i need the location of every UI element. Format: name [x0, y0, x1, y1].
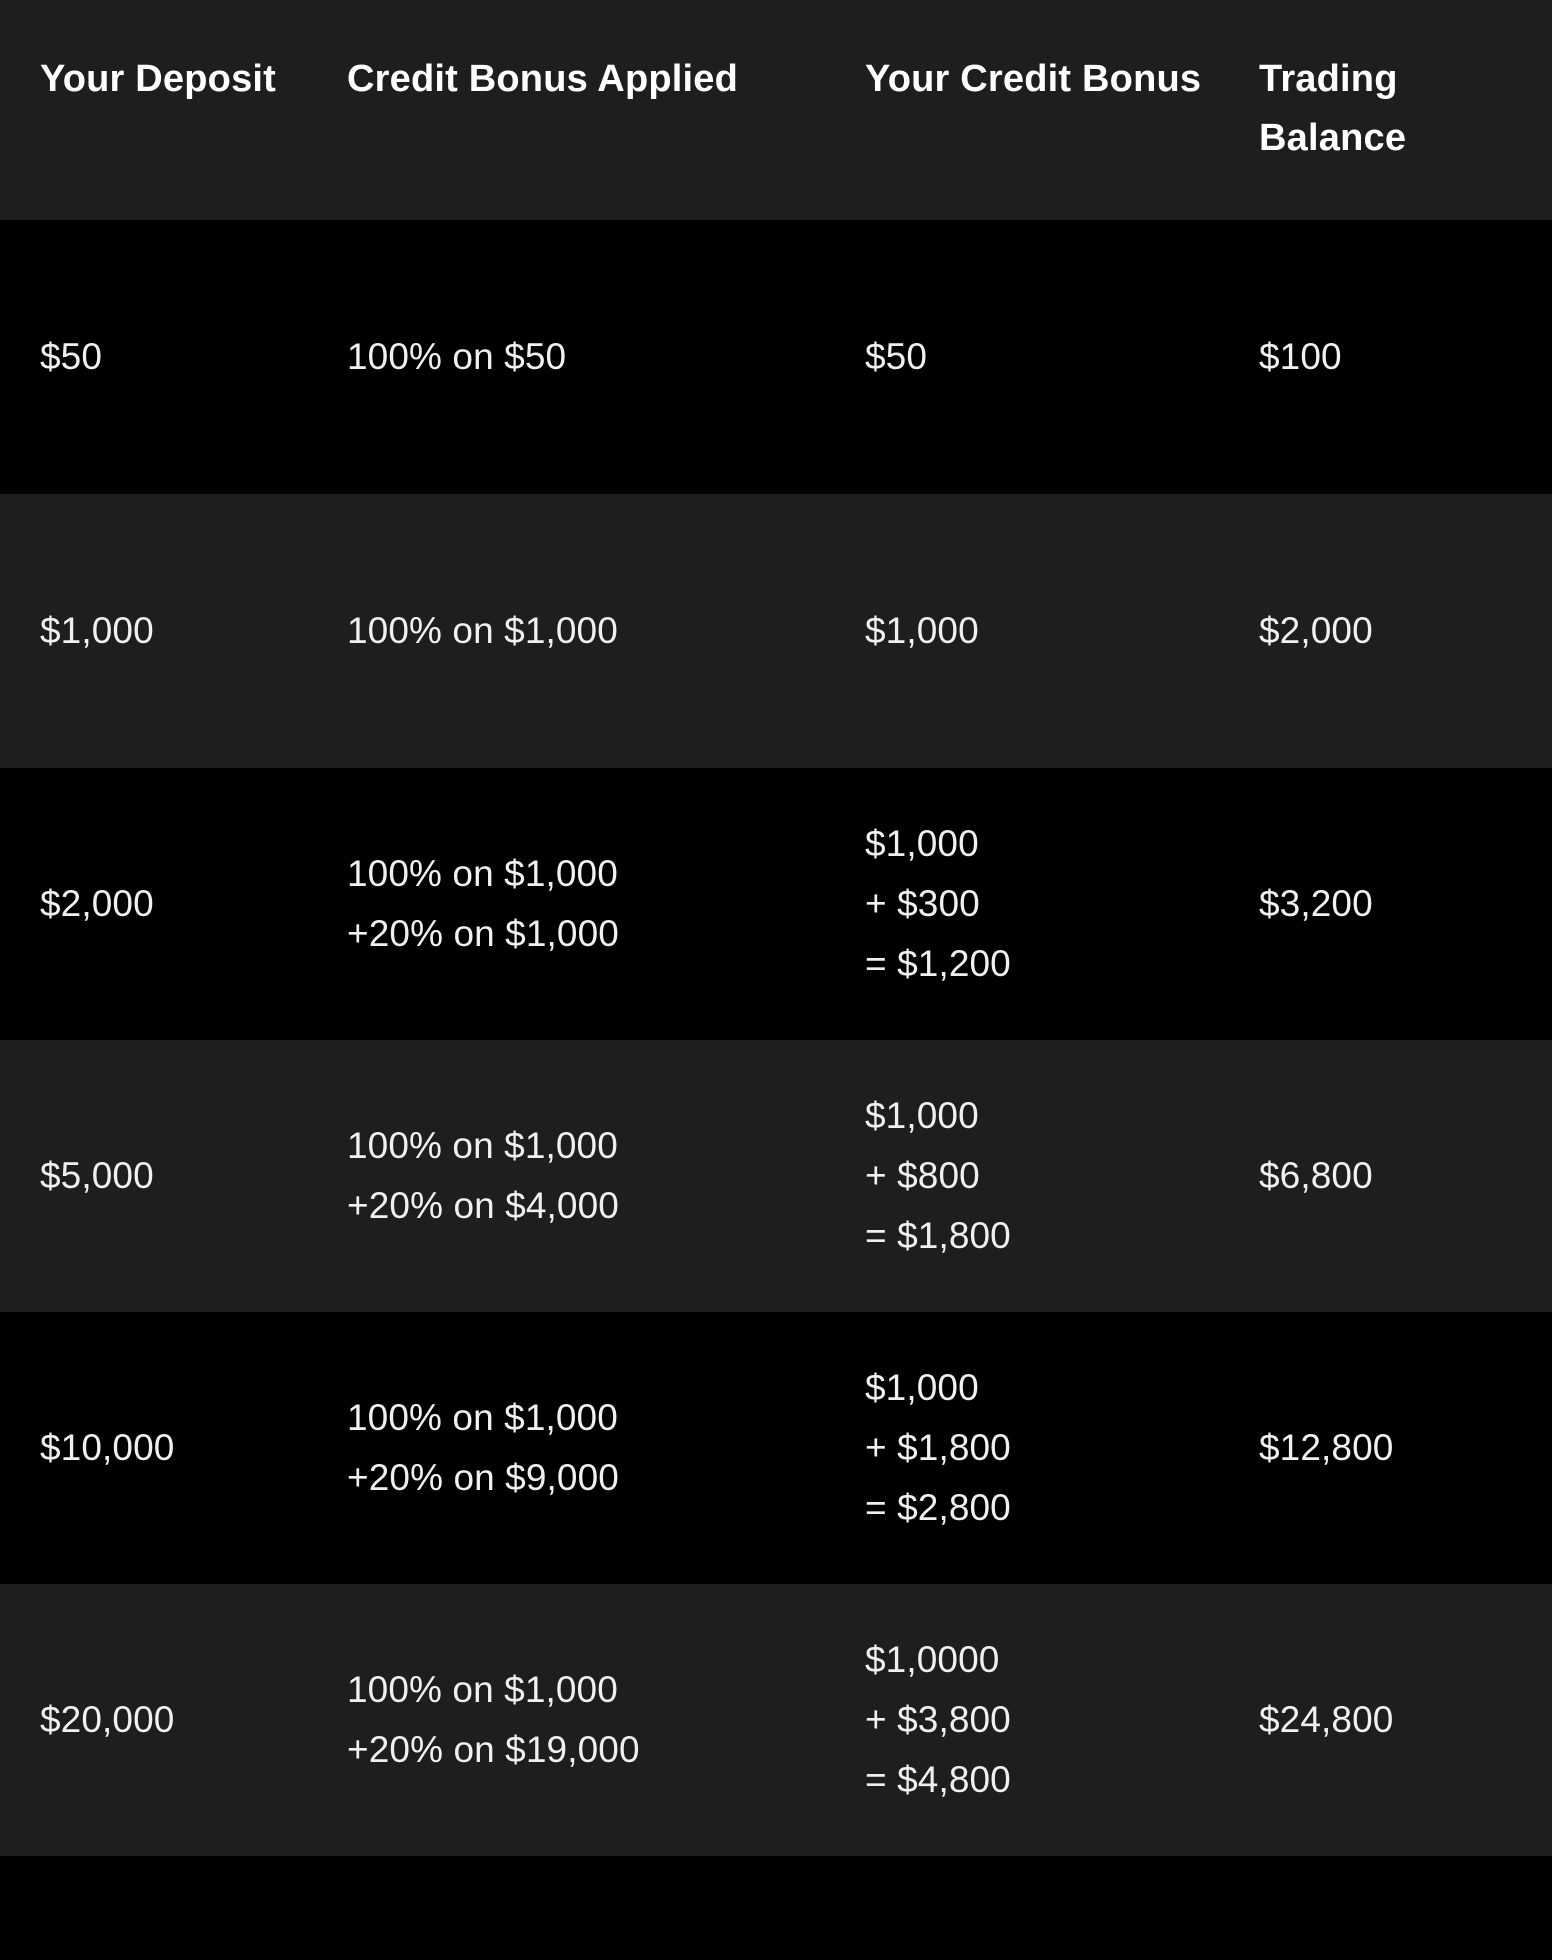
cell-bonus-applied: [305, 1584, 835, 1856]
cell-trading-balance: $6,800: [1259, 1154, 1373, 1196]
column-header-your-credit-bonus: Your Credit Bonus: [865, 58, 1202, 100]
bonus-applied-line: 100% on $50: [347, 335, 567, 377]
credit-bonus-line: $1,000: [865, 822, 979, 864]
credit-bonus-line: = $1,800: [865, 1214, 1011, 1256]
bonus-applied-line: 100% on $1,000: [347, 1668, 618, 1710]
table-row: [0, 768, 1552, 1040]
column-header-your-deposit: Your Deposit: [40, 58, 277, 100]
credit-bonus-line: $50: [865, 335, 928, 377]
cell-credit-bonus: [835, 1584, 1235, 1856]
bonus-applied-line: 100% on $1,000: [347, 609, 618, 651]
table-row: [0, 1584, 1552, 1856]
cell-bonus-applied: [305, 1312, 835, 1584]
column-header-credit-bonus-applied: Credit Bonus Applied: [347, 58, 739, 100]
table-row: [0, 1312, 1552, 1584]
cell-bonus-applied: [305, 220, 835, 494]
credit-bonus-line: $1,000: [865, 609, 979, 651]
cell-credit-bonus: [835, 1312, 1235, 1584]
table-body: [0, 220, 1552, 1856]
cell-bonus-applied: [305, 494, 835, 768]
table-row: [0, 1040, 1552, 1312]
bonus-applied-line: +20% on $4,000: [347, 1184, 619, 1226]
bonus-applied-line: 100% on $1,000: [347, 1124, 618, 1166]
credit-bonus-line: $1,000: [865, 1094, 979, 1136]
bonus-applied-line: +20% on $9,000: [347, 1456, 619, 1498]
cell-deposit: $1,000: [40, 609, 154, 651]
cell-deposit: $2,000: [40, 882, 154, 924]
cell-trading-balance: $2,000: [1259, 609, 1373, 651]
cell-trading-balance: $100: [1259, 335, 1342, 377]
table-header-row: [0, 0, 1552, 220]
credit-bonus-line: = $2,800: [865, 1486, 1011, 1528]
bonus-applied-line: +20% on $19,000: [347, 1728, 640, 1770]
cell-credit-bonus: [835, 220, 1235, 494]
bonus-applied-line: 100% on $1,000: [347, 852, 618, 894]
credit-bonus-line: + $300: [865, 882, 980, 924]
cell-credit-bonus: [835, 768, 1235, 1040]
cell-credit-bonus: [835, 494, 1235, 768]
table-row: [0, 494, 1552, 768]
credit-bonus-line: + $800: [865, 1154, 980, 1196]
cell-deposit: $50: [40, 335, 103, 377]
credit-bonus-line: = $1,200: [865, 942, 1011, 984]
cell-deposit: $20,000: [40, 1698, 175, 1740]
cell-credit-bonus: [835, 1040, 1235, 1312]
table-header: [0, 0, 1552, 220]
cell-deposit: $5,000: [40, 1154, 154, 1196]
cell-deposit: $10,000: [40, 1426, 175, 1468]
cell-trading-balance: $24,800: [1259, 1698, 1394, 1740]
cell-bonus-applied: [305, 768, 835, 1040]
cell-trading-balance: $3,200: [1259, 882, 1373, 924]
credit-bonus-line: $1,000: [865, 1366, 979, 1408]
credit-bonus-line: + $3,800: [865, 1698, 1011, 1740]
table-row: [0, 220, 1552, 494]
credit-bonus-line: + $1,800: [865, 1426, 1011, 1468]
bonus-applied-line: 100% on $1,000: [347, 1396, 618, 1438]
cell-bonus-applied: [305, 1040, 835, 1312]
cell-trading-balance: $12,800: [1259, 1426, 1394, 1468]
bonus-applied-line: +20% on $1,000: [347, 912, 619, 954]
column-header-trading-balance: Trading Balance: [1259, 58, 1407, 159]
credit-bonus-line: = $4,800: [865, 1758, 1011, 1800]
credit-bonus-line: $1,0000: [865, 1638, 1000, 1680]
